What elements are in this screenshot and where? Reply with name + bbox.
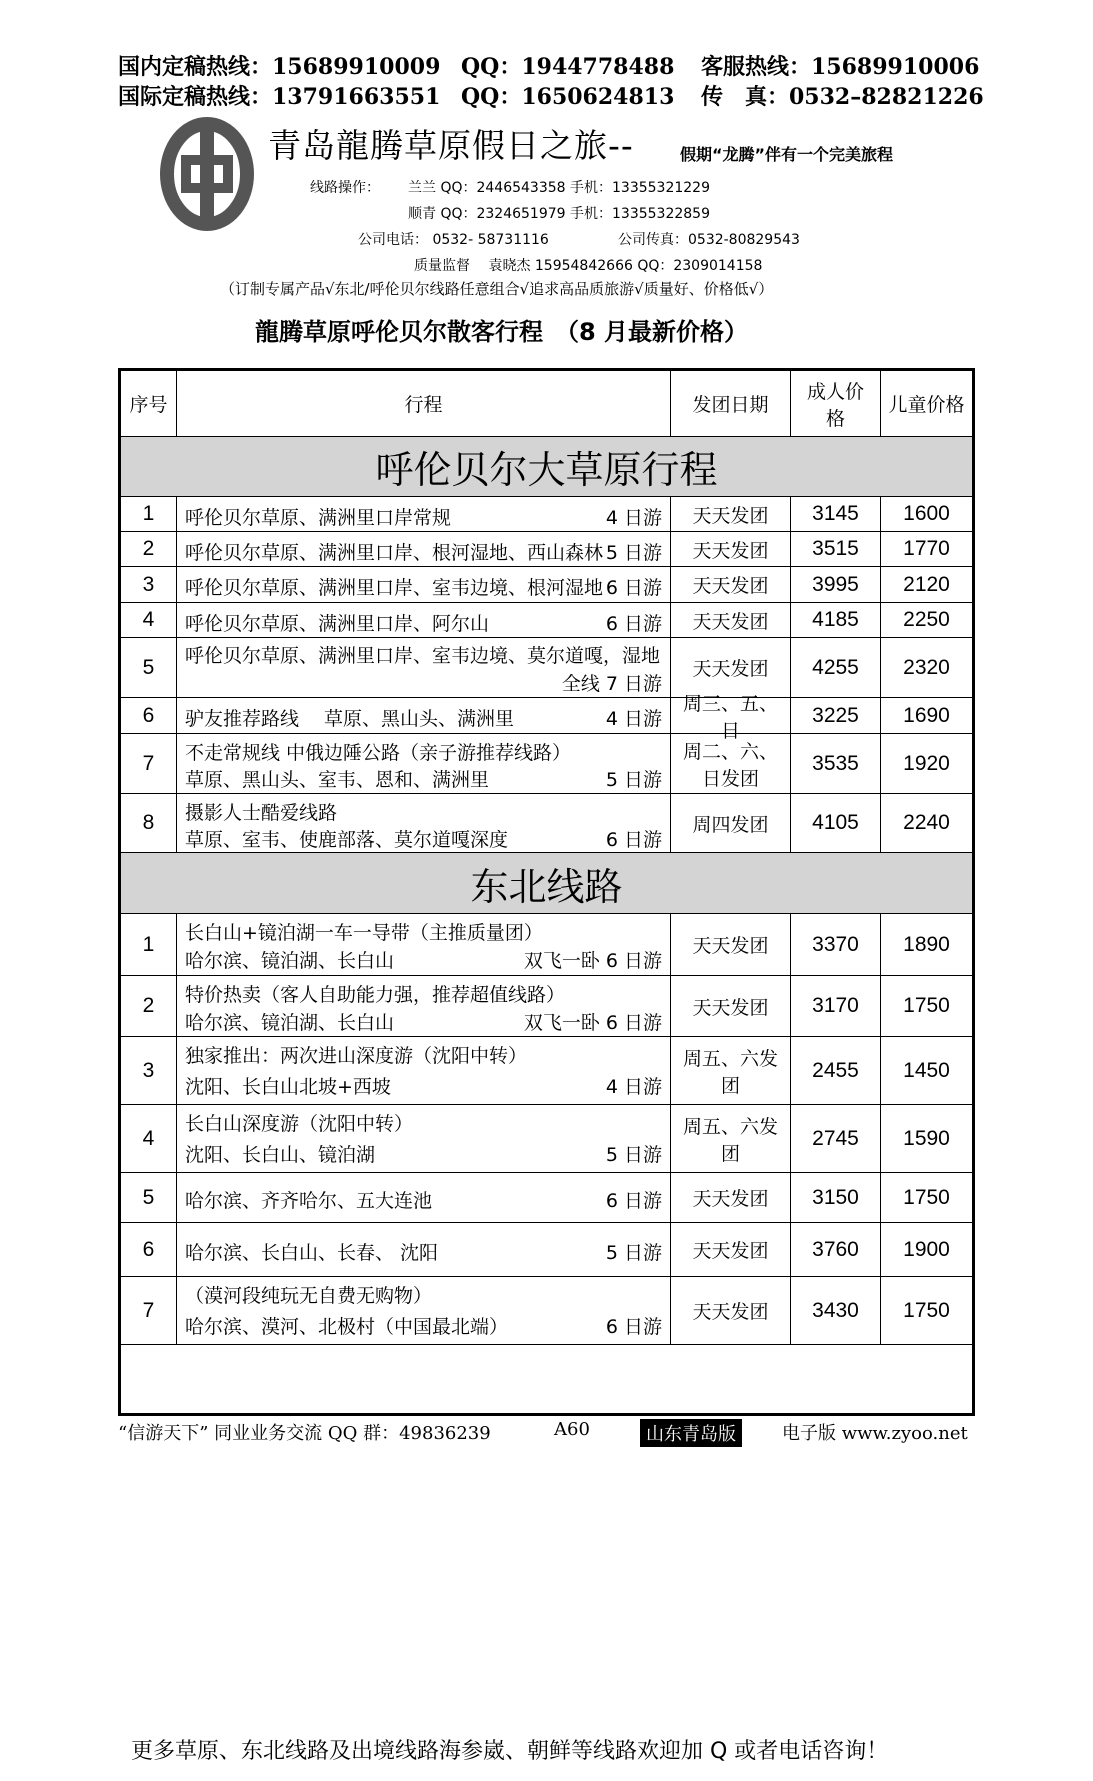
- departure-date: 天天发团: [671, 603, 791, 637]
- row-number: 5: [121, 638, 177, 697]
- domestic-qq: QQ：1944778488: [461, 54, 675, 80]
- row-number: 1: [121, 497, 177, 531]
- route-duration: 5 日游: [605, 1242, 662, 1264]
- company-phone: 公司电话： 0532- 58731116: [358, 232, 549, 248]
- departure-date: 天天发团: [671, 914, 791, 975]
- route-line-1: 长白山深度游（沈阳中转）: [185, 1113, 414, 1135]
- route-line-1: 呼伦贝尔草原、满洲里口岸常规: [185, 506, 452, 529]
- adult-price: 2745: [791, 1105, 881, 1172]
- route-duration: 4 日游: [605, 708, 662, 730]
- row-number: 2: [121, 532, 177, 566]
- table-row: [121, 532, 972, 567]
- route-line-1: 特价热卖（客人自助能力强，推荐超值线路）: [185, 984, 566, 1006]
- route-duration: 6 日游: [605, 1190, 662, 1212]
- page-title: 龍腾草原呼伦贝尔散客行程 （8 月最新价格）: [255, 318, 749, 346]
- table-row: [121, 1277, 972, 1345]
- operator-label: 线路操作：: [310, 180, 380, 196]
- adult-price: 4185: [791, 603, 881, 637]
- row-number: 5: [121, 1173, 177, 1222]
- table-row: [121, 1173, 972, 1223]
- departure-date: 周五、六发团: [671, 1105, 791, 1172]
- service-hotline: 客服热线：15689910006: [701, 54, 980, 80]
- child-price: 1750: [903, 994, 950, 1017]
- route-duration: 5 日游: [605, 541, 662, 564]
- departure-date: 周三、五、日: [671, 698, 791, 733]
- table-row: [121, 567, 972, 603]
- child-price: 1770: [903, 537, 950, 560]
- route-cell: [177, 532, 671, 566]
- route-cell: [177, 1277, 671, 1344]
- route-cell: [177, 603, 671, 637]
- fax-number: 传 真：0532–82821226: [701, 84, 984, 110]
- route-line-2: 哈尔滨、镜泊湖、长白山: [185, 950, 395, 972]
- route-cell: [177, 638, 671, 697]
- row-number: 6: [121, 1223, 177, 1276]
- route-duration: 4 日游: [605, 506, 662, 529]
- international-qq: QQ：1650624813: [461, 84, 675, 110]
- adult-price: 3370: [791, 914, 881, 975]
- row-number: 6: [121, 698, 177, 733]
- row-number: 7: [121, 734, 177, 793]
- route-duration: 双飞一卧 6 日游: [523, 950, 662, 972]
- route-cell: [177, 497, 671, 531]
- child-price: 1750: [903, 1185, 950, 1209]
- departure-date: 天天发团: [671, 1173, 791, 1222]
- edition-badge: 山东青岛版: [640, 1419, 742, 1447]
- adult-price: 3515: [791, 532, 881, 566]
- adult-price: 3225: [791, 698, 881, 733]
- company-title: 青岛龍腾草原假日之旅--: [268, 126, 634, 165]
- child-price: 2120: [903, 572, 950, 596]
- quality-supervisor: 质量监督 袁晓杰 15954842666 QQ：2309014158: [414, 258, 763, 274]
- route-cell: [177, 1173, 671, 1222]
- table-row: [121, 794, 972, 853]
- operator-2: 顺青 QQ：2324651979 手机：13355322859: [408, 206, 710, 222]
- child-price: 2240: [903, 811, 950, 834]
- header-no: 序号: [121, 371, 177, 436]
- departure-date: 天天发团: [671, 497, 791, 531]
- route-duration: 6 日游: [605, 1316, 662, 1338]
- table-header: [121, 371, 972, 437]
- child-price: 1450: [903, 1058, 950, 1082]
- route-duration: 4 日游: [605, 1076, 662, 1098]
- departure-date: 周二、六、日发团: [671, 734, 791, 793]
- route-duration: 6 日游: [605, 828, 662, 851]
- international-hotline: 国际定稿热线：13791663551: [118, 84, 441, 110]
- route-duration: 5 日游: [605, 769, 662, 791]
- table-row: [121, 1037, 972, 1105]
- route-cell: [177, 1223, 671, 1276]
- route-line-2: 草原、室韦、使鹿部落、莫尔道嘎深度: [185, 828, 509, 851]
- route-line-1: 独家推出：两次进山深度游（沈阳中转）: [185, 1045, 528, 1067]
- route-line-2: 草原、黑山头、室韦、恩和、满洲里: [185, 769, 490, 791]
- row-number: 7: [121, 1277, 177, 1344]
- child-price: 1920: [903, 751, 950, 775]
- route-line-1: 呼伦贝尔草原、满洲里口岸、室韦边境、莫尔道嘎，湿地: [185, 645, 661, 667]
- row-number: 4: [121, 1105, 177, 1172]
- table-row: [121, 1105, 972, 1173]
- route-line-1: 不走常规线 中俄边陲公路（亲子游推荐线路）: [185, 742, 572, 764]
- route-duration: 6 日游: [605, 577, 662, 599]
- route-cell: [177, 1105, 671, 1172]
- operator-1: 兰兰 QQ：2446543358 手机：13355321229: [408, 180, 710, 196]
- route-line-1: 哈尔滨、齐齐哈尔、五大连池: [185, 1190, 433, 1212]
- route-line-1: 驴友推荐路线 草原、黑山头、满洲里: [185, 708, 515, 730]
- footer-note: 更多草原、东北线路及出境线路海参崴、朝鲜等线路欢迎加 Q 或者电话咨询！: [131, 1738, 889, 1764]
- qq-group: “信游天下” 同业业务交流 QQ 群：49836239: [118, 1423, 491, 1444]
- route-cell: [177, 734, 671, 793]
- row-number: 2: [121, 976, 177, 1036]
- route-duration: 5 日游: [605, 1144, 662, 1166]
- route-cell: [177, 1037, 671, 1104]
- route-cell: [177, 976, 671, 1036]
- row-number: 8: [121, 794, 177, 852]
- route-line-1: 呼伦贝尔草原、满洲里口岸、室韦边境、根河湿地: [185, 577, 604, 599]
- route-cell: [177, 914, 671, 975]
- table-row: [121, 914, 972, 976]
- table-row: [121, 692, 972, 742]
- route-duration: 全线 7 日游: [561, 673, 662, 695]
- row-number: 1: [121, 914, 177, 975]
- bottom-line: [118, 1419, 978, 1445]
- adult-price: 4255: [791, 638, 881, 697]
- row-number: 3: [121, 567, 177, 602]
- table-row: [121, 638, 972, 698]
- route-cell: [177, 698, 671, 733]
- route-duration: 6 日游: [605, 612, 662, 635]
- company-motto: （订制专属产品√东北/呼伦贝尔线路任意组合√追求高品质旅游√质量好、价格低√）: [220, 280, 774, 298]
- adult-price: 3760: [791, 1223, 881, 1276]
- route-line-1: 呼伦贝尔草原、满洲里口岸、根河湿地、西山森林: [185, 541, 604, 564]
- adult-price: 3430: [791, 1277, 881, 1344]
- child-price: 1900: [903, 1237, 950, 1261]
- adult-price: 3170: [791, 976, 881, 1036]
- section-northeast: 东北线路: [121, 853, 972, 914]
- route-line-2: 沈阳、长白山北坡+西坡: [185, 1076, 391, 1098]
- adult-price: 4105: [791, 794, 881, 852]
- route-line-2: 沈阳、长白山、镜泊湖: [185, 1144, 376, 1166]
- adult-price: 3535: [791, 734, 881, 793]
- row-number: 3: [121, 1037, 177, 1104]
- domestic-hotline: 国内定稿热线：15689910009: [118, 54, 441, 80]
- header-child: 儿童价格: [888, 394, 965, 416]
- child-price: 1600: [903, 502, 950, 525]
- header-adult: 成人价格: [791, 371, 881, 436]
- child-price: 2320: [903, 655, 950, 679]
- company-slogan: 假期“龙腾”伴有一个完美旅程: [680, 145, 894, 164]
- adult-price: 3145: [791, 497, 881, 531]
- route-line-1: （漠河段纯玩无自费无购物）: [185, 1285, 433, 1307]
- adult-price: 3995: [791, 567, 881, 602]
- section-hulunbuir: 呼伦贝尔大草原行程: [121, 437, 972, 497]
- company-logo-icon: [158, 116, 256, 232]
- route-line-1: 哈尔滨、长白山、长春、 沈阳: [185, 1242, 439, 1264]
- departure-date: 周五、六发团: [671, 1037, 791, 1104]
- header-route: 行程: [177, 371, 671, 436]
- departure-date: 天天发团: [671, 976, 791, 1036]
- departure-date: 天天发团: [671, 1223, 791, 1276]
- table-row: [121, 603, 972, 638]
- table-row: [121, 1223, 972, 1277]
- route-line-1: 摄影人士酷爱线路: [185, 802, 338, 824]
- child-price: 1690: [903, 703, 950, 727]
- route-cell: [177, 567, 671, 602]
- table-row: [121, 734, 972, 794]
- child-price: 1890: [903, 932, 950, 956]
- child-price: 2250: [903, 608, 950, 631]
- route-duration: 双飞一卧 6 日游: [523, 1011, 662, 1034]
- header-date: 发团日期: [671, 371, 791, 436]
- route-line-1: 长白山+镜泊湖一车一导带（主推质量团）: [185, 922, 543, 944]
- table-row: [121, 497, 972, 532]
- route-line-2: 哈尔滨、漠河、北极村（中国最北端）: [185, 1316, 509, 1338]
- page-number: A60: [554, 1419, 590, 1440]
- route-line-2: 哈尔滨、镜泊湖、长白山: [185, 1011, 395, 1034]
- adult-price: 3150: [791, 1173, 881, 1222]
- departure-date: 周四发团: [671, 794, 791, 852]
- departure-date: 天天发团: [671, 1277, 791, 1344]
- departure-date: 天天发团: [671, 567, 791, 602]
- route-cell: [177, 794, 671, 852]
- company-fax: 公司传真：0532-80829543: [618, 232, 800, 248]
- table-row: [121, 976, 972, 1037]
- adult-price: 2455: [791, 1037, 881, 1104]
- departure-date: 天天发团: [671, 638, 791, 697]
- row-number: 4: [121, 603, 177, 637]
- child-price: 1750: [903, 1298, 950, 1322]
- route-line-1: 呼伦贝尔草原、满洲里口岸、阿尔山: [185, 612, 490, 635]
- website: 电子版 www.zyoo.net: [782, 1423, 968, 1444]
- departure-date: 天天发团: [671, 532, 791, 566]
- child-price: 1590: [903, 1126, 950, 1150]
